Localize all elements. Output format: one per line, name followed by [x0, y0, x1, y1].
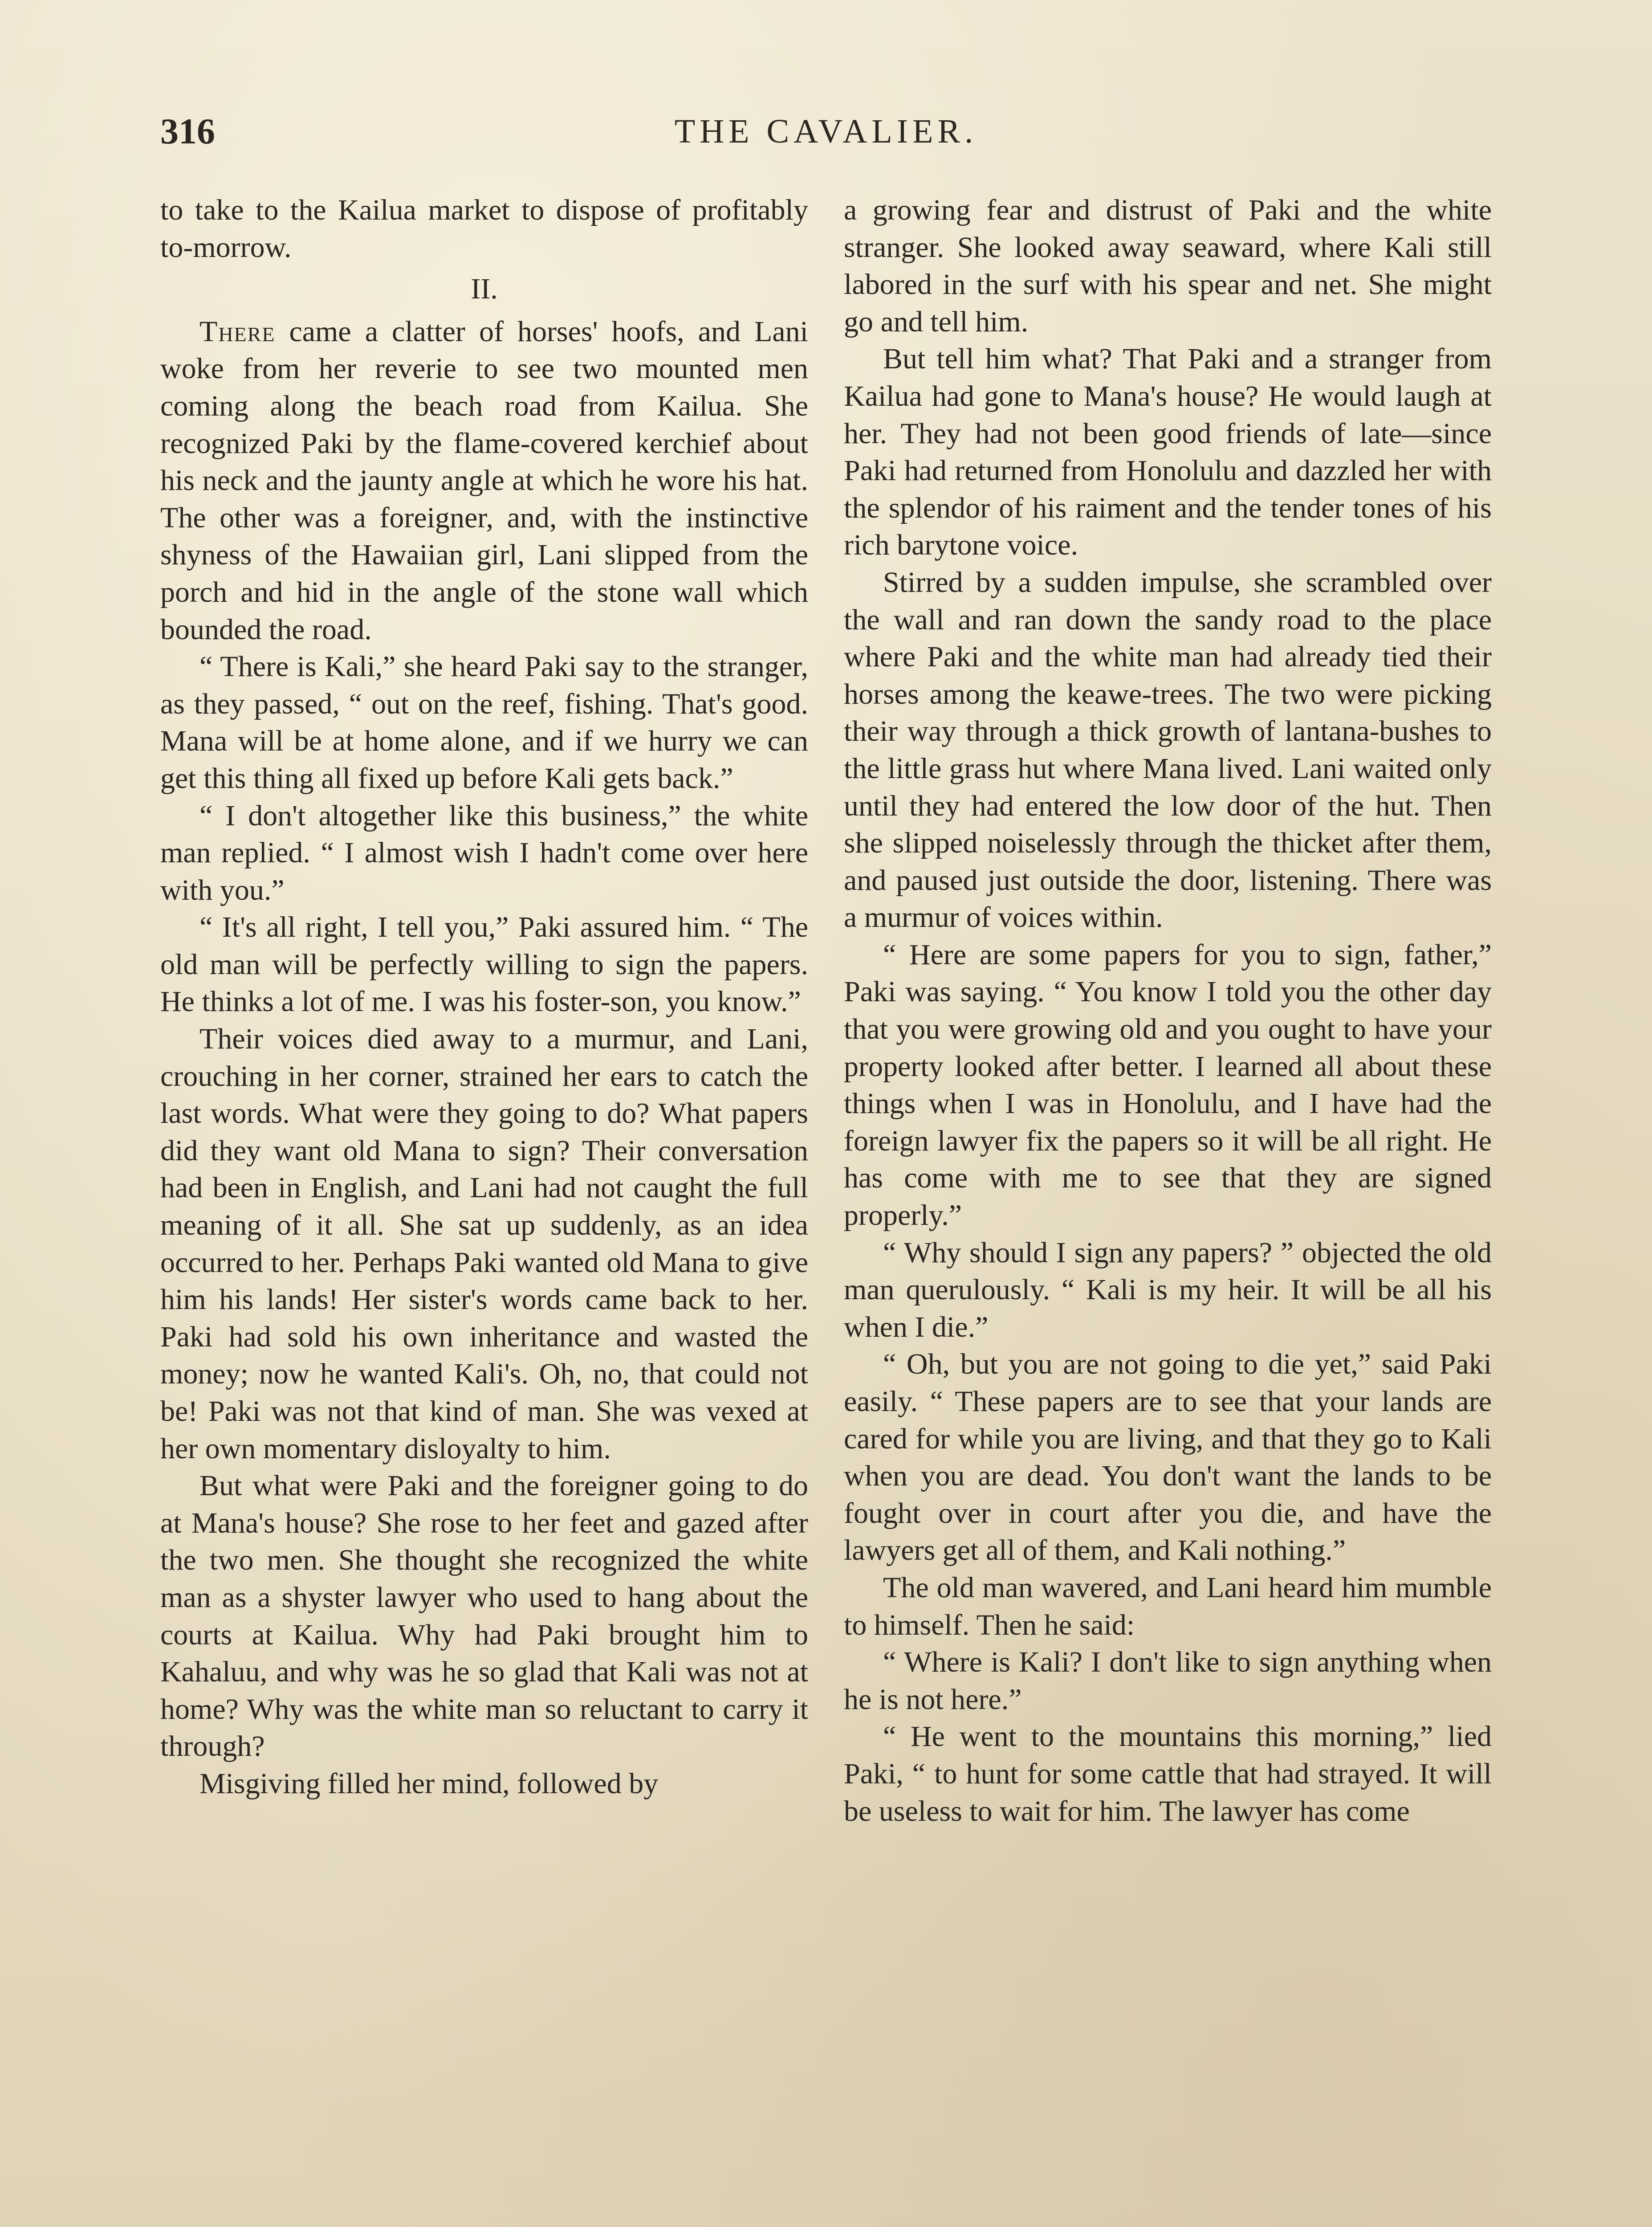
- paragraph: Stirred by a sudden impulse, she scrambled over the wall and ran down the sandy road to the place where Paki and the white man had already tied their horses among the keawe-trees. The two were picking their way through a thick growth of lantana-bushes to the little grass hut where Mana lived. Lani waited only until they had entered the low door of the hut. Then she slipped noiselessly through the thicket after them, and paused just outside the door, listening. There was a murmur of voices within.: [844, 566, 1492, 934]
- paragraph: “ It's all right, I tell you,” Paki assured him. “ The old man will be perfectly willing to sign the papers. He thinks a lot of me. I was his foster-son, you know.”: [160, 911, 808, 1018]
- drop-word: There: [199, 315, 276, 348]
- paragraph-text: came a clatter of horses' hoofs, and Lani woke from her reverie to see two mounted men coming along the beach road from Kailua. She recognized Paki by the flame-covered kerchief about his neck and the jaunty angle at which he wore his hat. The other was a foreigner, and, with the instinctive shyness of the Hawaiian girl, Lani slipped from the porch and hid in the angle of the stone wall which bounded the road.: [160, 315, 808, 646]
- paragraph: But what were Paki and the foreigner going to do at Mana's house? She rose to her feet and gazed after the two men. She thought she recognized the white man as a shyster lawyer who used to hang about the courts at Kailua. Why had Paki brought him to Kahaluu, and why was he so glad that Kali was not at home? Why was the white man so reluctant to carry it through?: [160, 1469, 808, 1763]
- paragraph: The old man wavered, and Lani heard him mumble to himself. Then he said:: [844, 1571, 1492, 1641]
- section-number: II.: [471, 273, 498, 306]
- paragraph: But tell him what? That Paki and a stranger from Kailua had gone to Mana's house? He would laugh at her. They had not been good friends of late—since Paki had returned from Honolulu and dazzled her with the splendor of his raiment and the tender tones of his rich barytone voice.: [844, 343, 1492, 562]
- paragraph: [160, 313, 808, 648]
- paragraph: “ He went to the mountains this morning,” lied Paki, “ to hunt for some cattle that had strayed. It will be useless to wait for him. The lawyer has come: [844, 1720, 1492, 1827]
- text-column-left: [160, 192, 808, 1803]
- journal-title: THE CAVALIER.: [674, 113, 978, 150]
- paragraph: to take to the Kailua market to dispose of profitably to-morrow.: [160, 194, 808, 264]
- paragraph: “ Oh, but you are not going to die yet,” said Paki easily. “ These papers are to see that your lands are cared for while you are living, and that they go to Kali when you are dead. You don't want the lands to be fought over in court after you die, and have the lawyers get all of them, and Kali nothing.”: [844, 1348, 1492, 1567]
- paragraph: a growing fear and distrust of Paki and the white stranger. She looked away seaward, where Kali still labored in the surf with his spear and net. She might go and tell him.: [844, 194, 1492, 338]
- paragraph: Their voices died away to a murmur, and Lani, crouching in her corner, strained her ears to catch the last words. What were they going to do? What papers did they want old Mana to sign? Their conversation had been in English, and Lani had not caught the full meaning of it all. She sat up suddenly, as an idea occurred to her. Perhaps Paki wanted old Mana to give him his lands! Her sister's words came back to her. Paki had sold his own inheritance and wasted the money; now he wanted Kali's. Oh, no, that could not be! Paki was not that kind of man. She was vexed at her own momentary disloyalty to him.: [160, 1023, 808, 1465]
- page-number: 316: [160, 111, 215, 151]
- running-head: [160, 109, 1492, 158]
- paragraph: “ I don't altogether like this business,” the white man replied. “ I almost wish I hadn't come over here with you.”: [160, 799, 808, 906]
- text-column-right: [844, 192, 1492, 1830]
- paragraph: “ There is Kali,” she heard Paki say to the stranger, as they passed, “ out on the reef, fishing. That's good. Mana will be at home alone, and if we hurry we can get this thing all fixed up before Kali gets back.”: [160, 650, 808, 795]
- paragraph: “ Here are some papers for you to sign, father,” Paki was saying. “ You know I told you the other day that you were growing old and you ought to have your property looked after better. I learned all about these things when I was in Honolulu, and I have had the foreign lawyer fix the papers so it will be all right. He has come with me to see that they are signed properly.”: [844, 938, 1492, 1232]
- paragraph: “ Why should I sign any papers? ” objected the old man querulously. “ Kali is my heir. It will be all his when I die.”: [844, 1236, 1492, 1343]
- paragraph: “ Where is Kali? I don't like to sign anything when he is not here.”: [844, 1646, 1492, 1716]
- paragraph: Misgiving filled her mind, followed by: [199, 1767, 659, 1800]
